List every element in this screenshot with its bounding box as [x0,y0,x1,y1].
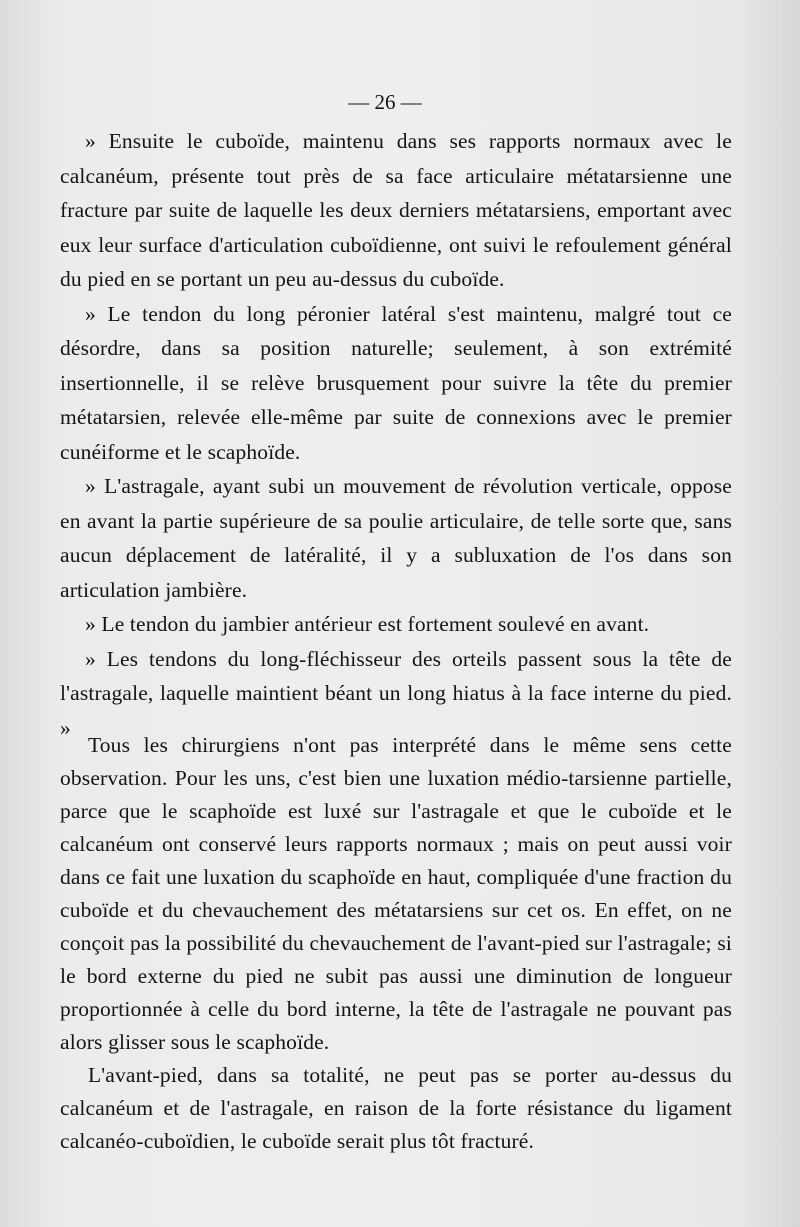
quote-paragraph: » Les tendons du long-fléchisseur des orteils passent sous la tête de l'astragale, laquelle maintient béant un long hiatus à la face interne du pied. » [60,646,732,740]
quoted-observation [60,124,732,745]
quote-paragraph: » Le tendon du long péronier latéral s'est maintenu, malgré tout ce désordre, dans sa position naturelle; seulement, à son extrémité insertionnelle, il se relève brusquement pour suivre la tête du premier métatarsien, relevée elle-même par suite de connexions avec le premier cunéiforme et le scaphoïde. [60,301,732,464]
body-paragraph: Tous les chirurgiens n'ont pas interprété dans le même sens cette observation. Pour les uns, c'est bien une luxation médio-tarsienne partielle, parce que le scaphoïde est luxé sur l'astragale et que le cuboïde et le calcanéum ont conservé leurs rapports normaux ; mais on peut aussi voir dans ce fait une luxation du scaphoïde en haut, compliquée d'une fraction du cuboïde et du chevauchement des métatarsiens sur cet os. En effet, on ne conçoit pas la possibilité du chevauchement de l'avant-pied sur l'astragale; si le bord externe du pied ne subit pas aussi une diminution de longueur proportionnée à celle du bord interne, la tête de l'astragale ne pouvant pas alors glisser sous le scaphoïde. [60,733,732,1054]
page-number: — 26 — [348,90,422,114]
quote-paragraph: » Le tendon du jambier antérieur est fortement soulevé en avant. [85,612,650,636]
quote-paragraph: » L'astragale, ayant subi un mouvement de révolution verticale, oppose en avant la partie supérieure de sa poulie articulaire, de telle sorte que, sans aucun déplacement de latéralité, il y a subluxation de l'os dans son articulation jambière. [60,474,732,602]
body-paragraph: L'avant-pied, dans sa totalité, ne peut pas se porter au-dessus du calcanéum et de l'astragale, en raison de la forte résistance du ligament calcanéo-cuboïdien, le cuboïde serait plus tôt fracturé. [60,1063,732,1153]
quote-paragraph: » Ensuite le cuboïde, maintenu dans ses rapports normaux avec le calcanéum, présente tout près de sa face articulaire métatarsienne une fracture par suite de laquelle les deux derniers métatarsiens, emportant avec eux leur surface d'articulation cuboïdienne, ont suivi le refoulement général du pied en se portant un peu au-dessus du cuboïde. [60,129,732,291]
body-text [60,729,732,1158]
